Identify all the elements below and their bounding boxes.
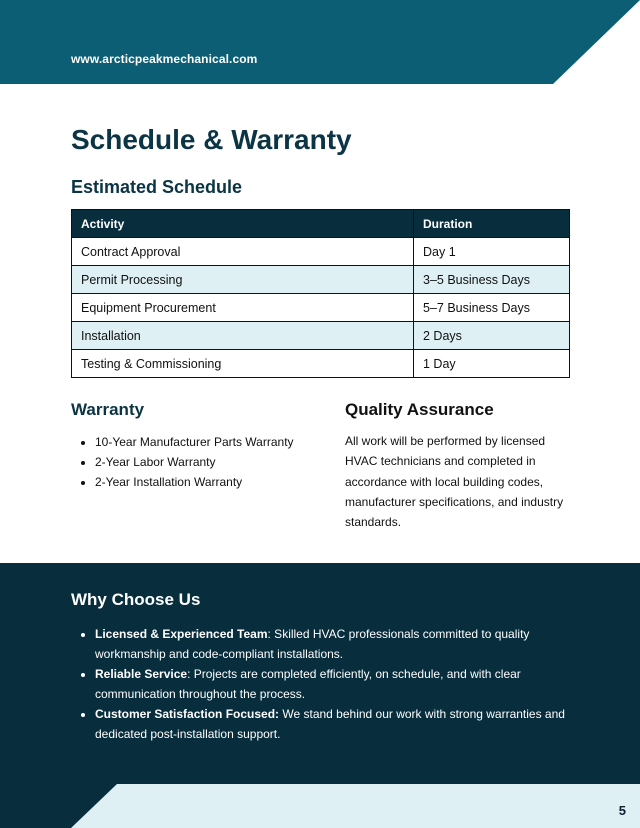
list-item (95, 704, 575, 744)
duration-cell: 2 Days (414, 322, 570, 350)
activity-cell: Contract Approval (72, 238, 414, 266)
table-row (72, 294, 570, 322)
column-header-activity: Activity (72, 210, 414, 238)
list-item-lead: Customer Satisfaction Focused: (95, 707, 280, 721)
activity-cell: Permit Processing (72, 266, 414, 294)
table-row (72, 266, 570, 294)
list-item: • 10-Year Manufacturer Parts Warranty (95, 432, 294, 452)
duration-cell: 1 Day (414, 350, 570, 378)
list-item (95, 624, 575, 664)
page-number: 5 (618, 803, 626, 818)
table-row (72, 322, 570, 350)
list-item-text: : Skilled HVAC professionals committed to quality workmanship and code-compliant installations. (95, 627, 530, 661)
table-header-row (72, 210, 570, 238)
column-header-duration: Duration (414, 210, 570, 238)
list-item-lead: Licensed & Experienced Team (95, 627, 268, 641)
why-choose-us-list (78, 624, 575, 744)
duration-cell: Day 1 (414, 238, 570, 266)
list-item: • 2-Year Labor Warranty (95, 452, 294, 472)
header-band (0, 0, 640, 84)
schedule-title: Estimated Schedule (71, 177, 243, 197)
why-choose-us-title: Why Choose Us (71, 590, 201, 609)
page-title: Schedule & Warranty (71, 124, 352, 155)
warranty-list (78, 432, 294, 492)
schedule-table (71, 209, 570, 378)
list-item (95, 664, 575, 704)
quality-assurance-text: All work will be performed by licensed HVAC technicians and completed in accordance with local building codes, manufacturer specifications, and industry standards. (345, 434, 564, 530)
table-row (72, 350, 570, 378)
website-url[interactable]: www.arcticpeakmechanical.com (71, 52, 258, 66)
duration-cell: 5–7 Business Days (414, 294, 570, 322)
header-corner-cut (550, 0, 640, 84)
table-row (72, 238, 570, 266)
quality-assurance-title: Quality Assurance (345, 400, 494, 419)
footer-band (0, 784, 640, 828)
activity-cell: Equipment Procurement (72, 294, 414, 322)
list-item-lead: Reliable Service (95, 667, 188, 681)
list-item: • 2-Year Installation Warranty (95, 472, 294, 492)
activity-cell: Testing & Commissioning (72, 350, 414, 378)
warranty-title: Warranty (71, 400, 145, 419)
list-item-text: We stand behind our work with strong warranties and dedicated post-installation support. (95, 707, 565, 741)
activity-cell: Installation (72, 322, 414, 350)
list-item-text: : Projects are completed efficiently, on schedule, and with clear communication throughout the process. (95, 667, 521, 701)
duration-cell: 3–5 Business Days (414, 266, 570, 294)
